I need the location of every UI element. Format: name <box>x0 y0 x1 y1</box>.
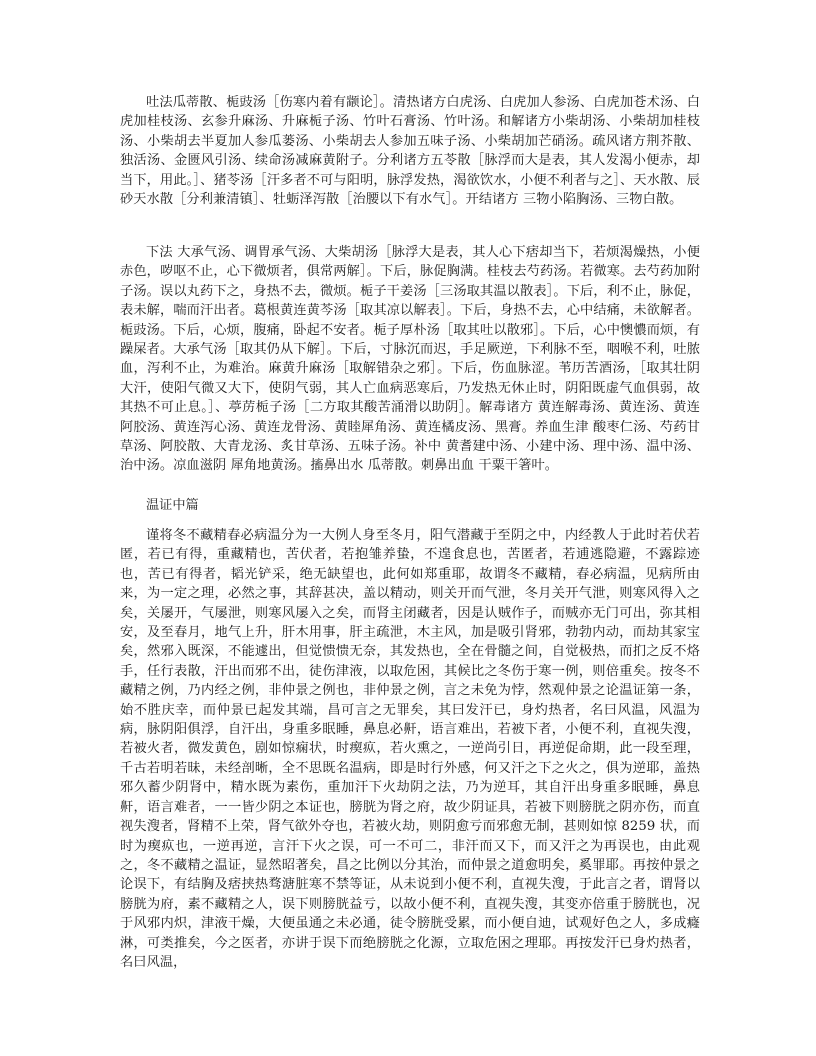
paragraph-body-text: 谨将冬不藏精春必病温分为一大例人身至冬月，阳气潜藏于至阴之中，内经教人于此时若伏若匿，若已有得，重藏精也，苦伏者，若抱雏养蛰，不遑食息也，苦匿者，若逋逃隐避，不露踪迹也，苦已有得者，韬光铲采，绝无缺望也，此何如郑重耶，故谓冬不藏精，春必病温，见病所由来，为一定之理，必然之事，其辞甚决，盖以精动，则关开而气泄，冬月关开气泄，则寒风得入之矣，关屡开，气屡泄，则寒风屡入之矣，而肾主闭藏者，因是认贼作子，而贼亦无门可出，弥其相安，及至春月，地气上升，肝木用事，肝主疏泄，木主风，加是吸引肾邪，勃勃内动，而劫其家宝矣，然邪入既深，不能遽出，但觉愦愦无奈，其发热也，全在骨髓之间，自觉极热，而扪之反不烙手，任行表散，汗出而邪不出，徒伤津液，以取危困，其候比之冬伤于寒一例，则倍重矣。按冬不藏精之例，乃内经之例，非仲景之例也，非仲景之例，言之未免为悖，然观仲景之论温证第一条，始不胜庆幸，而仲景已起发其端，昌可言之无罪矣，其曰发汗已，身灼热者，名曰风温，风温为病，脉阴阳俱浮，自汗出，身重多眠睡，鼻息必鼾，语言难出，若被下者，小便不利，直视失溲，若被火者，微发黄色，剧如惊痫状，时瘈疭，若火熏之，一逆尚引日，再逆促命期，此一段至理，千古若明若昧，未经剖晰，全不思既名温病，即是时行外感，何又汗之下之火之，俱为逆耶，盖热邪久蓄少阴肾中，精水既为素伤，重加汗下火劫阴之法，乃为逆耳，其自汗出身重多眠睡，鼻息鼾，语言难者，一一皆少阴之本证也，膀胱为肾之府，故少阴证具，若被下则膀胱之阴亦伤，而直视失溲者，肾精不上荣，肾气欲外夺也，若被火劫，则阴愈亏而邪愈无制，甚则如惊 8259 状，而时为瘈疭也，一逆再逆，言汗下火之误，可一不可二，非汗而又下，而又汗之为再误也，由此观之，冬不藏精之温证，显然昭著矣，昌之比例以分其治，而仲景之道愈明矣，奚罪耶。再按仲景之论误下，有结胸及痞挟热骛溏脏寒不禁等证，从未说到小便不利，直视失溲，于此言之者，谓肾以膀胱为府，素不藏精之人，误下则膀胱益亏，以故小便不利，直视失溲，其变亦倍重于膀胱也，况于风邪内炽，津液干燥，大便虽通之未必通，徒令膀胱受累，而小便自迪，试观好色之人，多成癃淋，可类推矣，今之医者，亦讲于误下而绝膀胱之化源，立取危困之理耶。再按发汗已身灼热者，名曰风温， <box>120 528 700 970</box>
section-heading: 温证中篇 <box>146 498 199 513</box>
paragraph-formulas-purging: 下法 大承气汤、调胃承气汤、大柴胡汤［脉浮大是表，其人心下痞却当下，若烦渴燥热，小便赤色，哕呕不止，心下微烦者，俱常两解］。下后，脉促胸满。桂枝去芍药汤。若微寒。去芍药加附子汤。误以丸药下之，身热不去，微烦。栀子干姜汤［三汤取其温以散表］。下后，利不止，脉促，表未解，喘而汗出者。葛根黄连黄芩汤［取其凉以解表］。下后，身热不去，心中结痛，未欲解者。栀豉汤。下后，心烦，腹痛，卧起不安者。栀子厚朴汤［取其吐以散邪］。下后，心中懊憹而烦，有躁屎者。大承气汤［取其仍从下解］。下后，寸脉沉而迟，手足厥逆，下利脉不至，咽喉不利，吐脓血，泻利不止，为难治。麻黄升麻汤［取解错杂之邪］。下后，伤血脉涩。苇历苦酒汤，［取其壮阴大汗，使阳气微又大下，使阴气弱，其人亡血病恶寒后，乃发热无休止时，阴阳既虚气血俱弱，故其热不可止息。］、葶苈栀子汤［二方取其酸苦涌滑以助阴］。解毒诸方 黄连解毒汤、黄连汤、黄连阿胶汤、黄连泻心汤、黄连龙骨汤、黄睦犀角汤、黄连橘皮汤、黑膏。养血生津 酸枣仁汤、芍药甘草汤、阿胶散、大青龙汤、炙甘草汤、五味子汤。补中 黄耆建中汤、小建中汤、理中汤、温中汤、治中汤。凉血滋阴 犀角地黄汤。搐鼻出水 瓜蒂散。刺鼻出血 干粟干箸叶。 <box>120 245 700 474</box>
paragraph-formulas-clearing: 吐法瓜蒂散、栀豉汤［伤寒内着有颛论］。清热诸方白虎汤、白虎加人参汤、白虎加苍术汤、白虎加桂枝汤、玄参升麻汤、升麻栀子汤、竹叶石膏汤、竹叶汤。和解诸方小柴胡汤、小柴胡加桂枝汤、小柴胡去半夏加人参瓜蒌汤、小柴胡去人参加五味子汤、小柴胡加芒硝汤。疏风诸方荆芥散、独活汤、金匮风引汤、续命汤减麻黄附子。分利诸方五苓散［脉浮而大是表，其人发渴小便赤，却当下，用此。］、猪苓汤［汗多者不可与阳明，脉浮发热，渴欲饮水，小便不利者与之］、天水散、辰砂天水散［分利兼清镇］、牡蛎泽泻散［治腰以下有水气］。开结诸方 三物小陷胸汤、三物白散。 <box>120 95 700 208</box>
